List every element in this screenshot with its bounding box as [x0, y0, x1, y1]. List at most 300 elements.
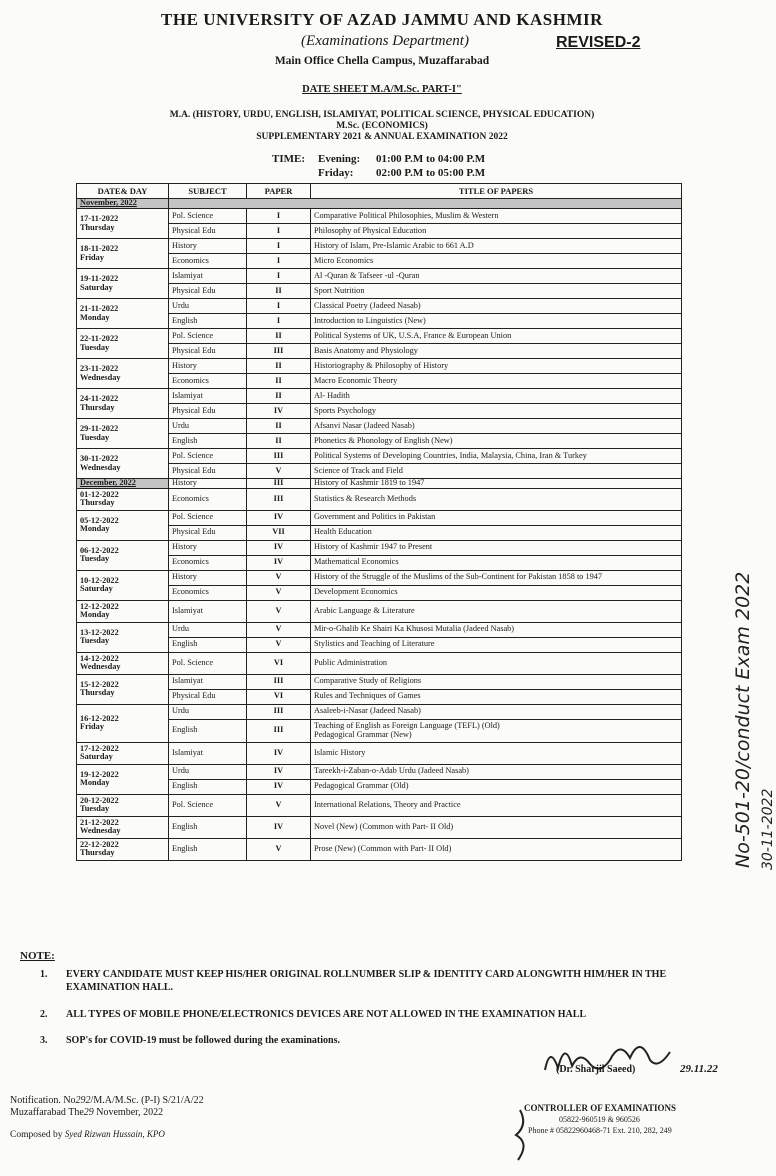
paper-cell: IV: [247, 816, 311, 838]
handwritten-note: No-501-20/conduct Exam 2022: [732, 571, 754, 868]
title-cell: [311, 779, 682, 794]
title-cell: [311, 525, 682, 540]
title-text: International Relations, Theory and Practice: [314, 799, 461, 809]
exam-day: Thursday: [80, 688, 115, 698]
exam-line: SUPPLEMENTARY 2021 & ANNUAL EXAMINATION 2022: [256, 132, 508, 142]
date-cell: [77, 209, 169, 239]
table-row: [77, 764, 682, 779]
title-cell: [311, 816, 682, 838]
paper-cell: V: [247, 637, 311, 652]
note-item: [40, 968, 720, 994]
paper-cell: III: [247, 449, 311, 464]
title-text: Health Education: [314, 527, 372, 537]
date-cell: [77, 652, 169, 674]
subject-cell: Pol. Science: [169, 329, 247, 344]
table-row: [77, 540, 682, 555]
exam-day: Wednesday: [80, 372, 121, 382]
title-text: Arabic Language & Literature: [314, 605, 415, 615]
table-row: [77, 816, 682, 838]
title-cell: [311, 600, 682, 622]
title-cell: [311, 719, 682, 742]
table-row: [77, 794, 682, 816]
exam-day: Tuesday: [80, 342, 110, 352]
paper-cell: II: [247, 374, 311, 389]
title-cell: [311, 284, 682, 299]
time-label: TIME:: [272, 153, 305, 165]
subject-cell: Urdu: [169, 764, 247, 779]
title-cell: [311, 794, 682, 816]
notification-label: Notification. No: [10, 1095, 76, 1106]
exam-day: Monday: [80, 778, 110, 788]
date-cell: [77, 239, 169, 269]
notification-number: 292: [75, 1095, 91, 1106]
exam-date: 20-12-2022: [80, 795, 119, 805]
exam-day: Tuesday: [80, 554, 110, 564]
notification-date: November, 2022: [96, 1107, 164, 1118]
subject-cell: Islamiyat: [169, 742, 247, 764]
exam-date: 23-11-2022: [80, 363, 119, 373]
subject-cell: Economics: [169, 555, 247, 570]
title-cell: [311, 449, 682, 464]
title-text: Stylistics and Teaching of Literature: [314, 639, 435, 649]
msc-line: M.Sc. (ECONOMICS): [336, 121, 428, 131]
signature-date: 29.11.22: [680, 1063, 718, 1075]
subject-cell: Physical Edu: [169, 464, 247, 479]
subject-cell: Physical Edu: [169, 404, 247, 419]
title-cell: [311, 209, 682, 224]
title-cell: [311, 510, 682, 525]
exam-date: 30-11-2022: [80, 453, 119, 463]
table-row: [77, 570, 682, 585]
subject-cell: Pol. Science: [169, 449, 247, 464]
title-cell: [311, 764, 682, 779]
title-text: Public Administration: [314, 657, 388, 667]
title-text: Al- Hadith: [314, 390, 350, 400]
title-text: Comparative Study of Religions: [314, 676, 422, 686]
date-cell: [77, 269, 169, 299]
revised-label: REVISED-2: [556, 34, 641, 51]
title-text: Classical Poetry (Jadeed Nasab): [314, 300, 421, 310]
exam-date: 17-11-2022: [80, 213, 119, 223]
table-row: [77, 389, 682, 404]
composed-name: Syed Rizwan Hussain, KPO: [64, 1129, 165, 1139]
paper-cell: I: [247, 254, 311, 269]
phone-line-1: 05822-960519 & 960526: [559, 1115, 640, 1124]
title-cell: [311, 269, 682, 284]
subject-cell: Urdu: [169, 299, 247, 314]
title-text: Political Systems of UK, U.S.A, France & European Union: [314, 330, 512, 340]
exam-day: Monday: [80, 524, 110, 534]
exam-day: Saturday: [80, 752, 113, 762]
paper-cell: II: [247, 329, 311, 344]
date-cell: [77, 674, 169, 704]
date-cell: [77, 359, 169, 389]
subject-cell: Physical Edu: [169, 224, 247, 239]
date-cell: [77, 838, 169, 860]
month-label: December, 2022: [77, 479, 169, 489]
title-text: Introduction to Linguistics (New): [314, 315, 426, 325]
datesheet-title: DATE SHEET M.A/M.Sc. PART-I": [302, 84, 462, 95]
subject-cell: Economics: [169, 254, 247, 269]
exam-date: 14-12-2022: [80, 653, 119, 663]
col-header-date: DATE& DAY: [77, 184, 169, 199]
subjects-block: [0, 110, 764, 143]
title-cell: [311, 359, 682, 374]
title-cell: [311, 689, 682, 704]
subject-cell: Physical Edu: [169, 344, 247, 359]
exam-day: Wednesday: [80, 662, 121, 672]
signatory-name: (Dr. Sharjil Saeed): [556, 1064, 636, 1075]
title-cell: [311, 239, 682, 254]
table-row: [77, 510, 682, 525]
title-cell: [311, 704, 682, 719]
office-address: Main Office Chella Campus, Muzaffarabad: [274, 55, 490, 67]
table-row: [77, 838, 682, 860]
table-row: [77, 449, 682, 464]
paper-cell: IV: [247, 404, 311, 419]
date-cell: [77, 570, 169, 600]
table-row: [77, 329, 682, 344]
time-range: 01:00 P.M to 04:00 P.M: [376, 153, 486, 165]
subject-cell: English: [169, 779, 247, 794]
title-text: Comparative Political Philosophies, Muslim & Western: [314, 210, 499, 220]
title-cell: [311, 637, 682, 652]
paper-cell: VII: [247, 525, 311, 540]
title-text: Al -Quran & Tafseer -ul -Quran: [314, 270, 420, 280]
table-row: [77, 674, 682, 689]
title-cell: [311, 464, 682, 479]
date-cell: [77, 704, 169, 742]
title-cell: [311, 652, 682, 674]
time-range: 02:00 P.M to 05:00 P.M: [376, 167, 486, 179]
note-text: EVERY CANDIDATE MUST KEEP HIS/HER ORIGINAL ROLLNUMBER SLIP & IDENTITY CARD ALONGWITH HIM/HER IN THE EXAMINATION HALL.: [66, 969, 667, 993]
subject-cell: History: [169, 359, 247, 374]
exam-day: Tuesday: [80, 804, 110, 814]
title-cell: [311, 434, 682, 449]
paper-cell: II: [247, 434, 311, 449]
title-text: Novel (New) (Common with Part- II Old): [314, 821, 454, 831]
title-text: Tareekh-i-Zaban-o-Adab Urdu (Jadeed Nasab): [314, 766, 469, 776]
table-row: [77, 742, 682, 764]
table-row: [77, 704, 682, 719]
month-row: [77, 479, 682, 489]
table-row: [77, 299, 682, 314]
col-header-subject: SUBJECT: [169, 184, 247, 199]
subject-cell: Economics: [169, 585, 247, 600]
paper-cell: I: [247, 269, 311, 284]
title-cell: [311, 374, 682, 389]
title-cell: [311, 314, 682, 329]
title-text: Sport Nutrition: [314, 285, 365, 295]
note-number: 2.: [40, 1009, 48, 1020]
subject-cell: Pol. Science: [169, 652, 247, 674]
exam-date: 17-12-2022: [80, 743, 119, 753]
phone-line-2: Phone # 05822960468-71 Ext. 210, 282, 249: [528, 1126, 672, 1135]
title-cell: [311, 540, 682, 555]
date-cell: [77, 600, 169, 622]
table-row: [77, 622, 682, 637]
title-text: Science of Track and Field: [314, 465, 403, 475]
subject-cell: History: [169, 479, 247, 489]
subject-cell: Islamiyat: [169, 674, 247, 689]
title-cell: [311, 488, 682, 510]
paper-cell: III: [247, 344, 311, 359]
title-cell: [311, 404, 682, 419]
table-row: [77, 488, 682, 510]
paper-cell: I: [247, 209, 311, 224]
title-text: Mir-o-Ghalib Ke Shairi Ka Khusosi Mutalia (Jadeed Nasab): [314, 624, 515, 634]
exam-day: Tuesday: [80, 432, 110, 442]
exam-date: 19-11-2022: [80, 273, 119, 283]
col-header-title: TITLE OF PAPERS: [311, 184, 682, 199]
date-cell: [77, 329, 169, 359]
title-text: Phonetics & Phonology of English (New): [314, 435, 453, 445]
title-text: History of Kashmir 1947 to Present: [314, 542, 433, 552]
title-text: Rules and Techniques of Games: [314, 691, 421, 701]
title-text: Prose (New) (Common with Part- II Old): [314, 843, 452, 853]
date-cell: [77, 510, 169, 540]
title-cell: [311, 329, 682, 344]
table-row: [77, 359, 682, 374]
title-cell: [311, 585, 682, 600]
exam-day: Thursday: [80, 498, 115, 508]
note-heading: NOTE:: [20, 950, 55, 962]
initials-graphic: [508, 1105, 538, 1165]
subject-cell: Urdu: [169, 704, 247, 719]
subject-cell: Physical Edu: [169, 689, 247, 704]
paper-cell: II: [247, 359, 311, 374]
paper-cell: V: [247, 794, 311, 816]
exam-day: Monday: [80, 610, 110, 620]
paper-cell: IV: [247, 510, 311, 525]
exam-date: 24-11-2022: [80, 393, 119, 403]
paper-cell: I: [247, 224, 311, 239]
subject-cell: Urdu: [169, 419, 247, 434]
exam-date: 10-12-2022: [80, 575, 119, 585]
paper-cell: V: [247, 838, 311, 860]
exam-date: 18-11-2022: [80, 243, 119, 253]
paper-cell: IV: [247, 764, 311, 779]
title-cell: [311, 344, 682, 359]
exam-day: Wednesday: [80, 462, 121, 472]
title-cell: [311, 254, 682, 269]
paper-cell: I: [247, 299, 311, 314]
exam-time: [272, 152, 485, 180]
title-text: History of the Struggle of the Muslims of the Sub-Continent for Pakistan 1858 to 1947: [314, 572, 603, 582]
subject-cell: Pol. Science: [169, 510, 247, 525]
subject-cell: Islamiyat: [169, 269, 247, 284]
date-cell: [77, 794, 169, 816]
date-cell: [77, 419, 169, 449]
exam-date: 12-12-2022: [80, 601, 119, 611]
note-text: SOP's for COVID-19 must be followed during the examinations.: [66, 1035, 340, 1046]
subject-cell: Urdu: [169, 622, 247, 637]
paper-cell: III: [247, 719, 311, 742]
exam-date: 05-12-2022: [80, 515, 119, 525]
subjects-line: M.A. (HISTORY, URDU, ENGLISH, ISLAMIYAT, POLITICAL SCIENCE, PHYSICAL EDUCATION): [169, 110, 595, 120]
col-header-paper: PAPER: [247, 184, 311, 199]
title-text: Basis Anatomy and Physiology: [314, 345, 418, 355]
exam-day: Friday: [80, 252, 104, 262]
title-cell: History of Kashmir 1819 to 1947: [311, 479, 682, 489]
subject-cell: English: [169, 719, 247, 742]
title-text: Sports Psychology: [314, 405, 377, 415]
place-label: Muzaffarabad The: [10, 1107, 84, 1118]
title-text: Development Economics: [314, 587, 398, 597]
exam-date: 29-11-2022: [80, 423, 119, 433]
composed-by: [10, 1129, 165, 1140]
date-cell: [77, 540, 169, 570]
exam-day: Thursday: [80, 848, 115, 858]
title-text: Statistics & Research Methods: [314, 493, 417, 503]
university-title: THE UNIVERSITY OF AZAD JAMMU AND KASHMIR: [161, 10, 603, 29]
table-row: [77, 239, 682, 254]
exam-day: Thursday: [80, 222, 115, 232]
exam-day: Monday: [80, 312, 110, 322]
title-text: Historiography & Philosophy of History: [314, 360, 449, 370]
title-text: Pedagogical Grammar (New): [314, 729, 412, 739]
paper-cell: V: [247, 570, 311, 585]
title-cell: [311, 419, 682, 434]
time-day: Friday:: [318, 167, 354, 179]
exam-date: 21-11-2022: [80, 303, 119, 313]
paper-cell: V: [247, 585, 311, 600]
paper-cell: I: [247, 314, 311, 329]
date-cell: [77, 488, 169, 510]
paper-cell: V: [247, 600, 311, 622]
subject-cell: Islamiyat: [169, 389, 247, 404]
date-cell: [77, 449, 169, 479]
title-cell: [311, 555, 682, 570]
exam-day: Friday: [80, 722, 104, 732]
subject-cell: Economics: [169, 374, 247, 389]
subject-cell: English: [169, 838, 247, 860]
subject-cell: History: [169, 570, 247, 585]
subject-cell: History: [169, 540, 247, 555]
subject-cell: Physical Edu: [169, 525, 247, 540]
exam-date: 15-12-2022: [80, 679, 119, 689]
notification-block: [10, 1095, 204, 1119]
subject-cell: English: [169, 637, 247, 652]
paper-cell: V: [247, 622, 311, 637]
subject-cell: English: [169, 434, 247, 449]
title-text: Asaleeb-i-Nasar (Jadeed Nasab): [314, 706, 421, 716]
exam-date: 13-12-2022: [80, 627, 119, 637]
paper-cell: II: [247, 419, 311, 434]
month-row: [77, 199, 682, 209]
title-cell: [311, 570, 682, 585]
title-text: Teaching of English as Foreign Language (TEFL) (Old): [314, 721, 500, 730]
date-cell: [77, 816, 169, 838]
note-number: 1.: [40, 969, 48, 980]
title-cell: [311, 838, 682, 860]
notification-day: 29: [83, 1107, 94, 1118]
month-label: November, 2022: [77, 199, 169, 209]
table-body: [77, 199, 682, 861]
note-number: 3.: [40, 1035, 48, 1046]
subject-cell: Economics: [169, 488, 247, 510]
exam-day: Tuesday: [80, 636, 110, 646]
department-name: (Examinations Department): [301, 33, 469, 49]
paper-cell: IV: [247, 742, 311, 764]
table-row: [77, 209, 682, 224]
table-row: [77, 600, 682, 622]
date-cell: [77, 389, 169, 419]
title-text: Mathematical Economics: [314, 557, 399, 567]
subject-cell: Pol. Science: [169, 794, 247, 816]
title-text: History of Islam, Pre-Islamic Arabic to 661 A.D: [314, 240, 474, 250]
table-header-row: [77, 184, 682, 199]
exam-date: 19-12-2022: [80, 769, 119, 779]
subject-cell: Pol. Science: [169, 209, 247, 224]
date-sheet-table: [76, 183, 682, 861]
paper-cell: VI: [247, 652, 311, 674]
notification-ref: /M.A/M.Sc. (P-I) S/21/A/22: [90, 1095, 204, 1106]
exam-day: Saturday: [80, 584, 113, 594]
subject-cell: Physical Edu: [169, 284, 247, 299]
paper-cell: III: [247, 488, 311, 510]
subject-cell: History: [169, 239, 247, 254]
paper-cell: VI: [247, 689, 311, 704]
paper-cell: V: [247, 464, 311, 479]
title-text: Philosophy of Physical Education: [314, 225, 427, 235]
paper-cell: IV: [247, 555, 311, 570]
paper-cell: II: [247, 284, 311, 299]
table-row: [77, 652, 682, 674]
title-cell: [311, 622, 682, 637]
handwritten-date: 30-11-2022: [760, 788, 776, 870]
title-text: Government and Politics in Pakistan: [314, 512, 436, 522]
subject-cell: English: [169, 314, 247, 329]
exam-day: Wednesday: [80, 826, 121, 836]
exam-day: Saturday: [80, 282, 113, 292]
subject-cell: Islamiyat: [169, 600, 247, 622]
exam-date: 06-12-2022: [80, 545, 119, 555]
paper-cell: III: [247, 704, 311, 719]
title-text: Islamic History: [314, 747, 366, 757]
title-text: Micro Economics: [314, 255, 374, 265]
exam-date: 16-12-2022: [80, 713, 119, 723]
exam-date: 22-11-2022: [80, 333, 119, 343]
title-text: Pedagogical Grammar (Old): [314, 781, 409, 791]
date-cell: [77, 299, 169, 329]
title-cell: [311, 674, 682, 689]
exam-day: Thursday: [80, 402, 115, 412]
title-text: Afsanvi Nasar (Jadeed Nasab): [314, 420, 415, 430]
note-text: ALL TYPES OF MOBILE PHONE/ELECTRONICS DEVICES ARE NOT ALLOWED IN THE EXAMINATION HALL: [66, 1009, 587, 1020]
title-cell: [311, 224, 682, 239]
date-cell: [77, 622, 169, 652]
paper-cell: III: [247, 674, 311, 689]
exam-date: 22-12-2022: [80, 839, 119, 849]
paper-cell: I: [247, 239, 311, 254]
time-day: Evening:: [318, 153, 361, 165]
title-cell: [311, 299, 682, 314]
exam-date: 21-12-2022: [80, 817, 119, 827]
paper-cell: II: [247, 389, 311, 404]
paper-cell: III: [247, 479, 311, 489]
title-text: Political Systems of Developing Countries, India, Malaysia, China, Iran & Turkey: [314, 450, 587, 460]
title-text: Macro Economic Theory: [314, 375, 398, 385]
table-row: [77, 269, 682, 284]
title-cell: [311, 389, 682, 404]
controller-title: CONTROLLER OF EXAMINATIONS: [524, 1103, 677, 1113]
paper-cell: IV: [247, 779, 311, 794]
composed-label: Composed by: [10, 1130, 63, 1140]
table-row: [77, 419, 682, 434]
paper-cell: IV: [247, 540, 311, 555]
date-cell: [77, 764, 169, 794]
